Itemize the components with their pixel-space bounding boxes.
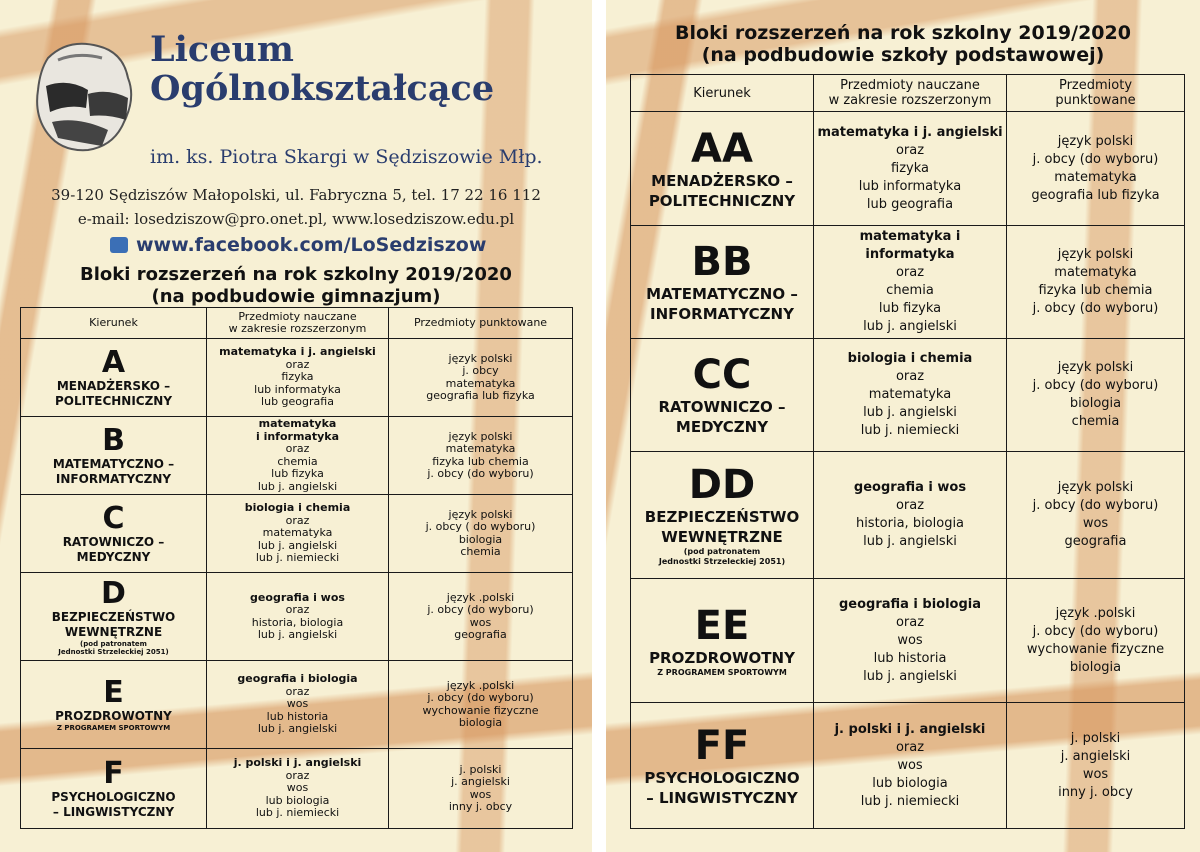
header-przedmioty-nauczane [814, 75, 1007, 112]
scored-subject-line: j. obcy (do wyboru) [427, 603, 534, 616]
table-row [21, 749, 573, 829]
profile-name-line1: MENADŻERSKO – [651, 171, 793, 190]
block-letter: A [101, 344, 126, 380]
subject-line: lub fizyka [878, 301, 942, 316]
scored-subject-line: j. obcy ( do wyboru) [425, 520, 536, 533]
header-kierunek: Kierunek [21, 308, 207, 339]
subject-line: geografia i biologia [237, 672, 358, 686]
scored-subject-line: j. polski [459, 762, 502, 776]
subject-line: lub j. angielski [863, 668, 957, 684]
profile-note-line1: Z PROGRAMEM SPORTOWYM [657, 667, 787, 677]
scored-subject-line: wos [469, 615, 492, 629]
scored-subject-line: j. angielski [1060, 748, 1131, 764]
table-header-row [21, 308, 573, 339]
subject-line: lub j. angielski [863, 319, 957, 334]
subject-line: lub j. niemiecki [255, 806, 340, 820]
subject-line: fizyka [281, 370, 314, 384]
scored-subjects-cell [389, 749, 573, 829]
scored-subject-line: wos [1082, 766, 1109, 782]
profile-name-line2: MEDYCZNY [76, 549, 151, 564]
subject-line: wos [897, 632, 923, 648]
scored-subject-line: matematyka [1054, 265, 1137, 280]
subject-line: oraz [285, 442, 310, 455]
subject-line: lub geografia [866, 196, 954, 212]
profile-name-line1: PROZDROWOTNY [55, 709, 172, 723]
scored-subject-line: wos [469, 787, 492, 801]
left-title-line2: (na podbudowie gimnazjum) [151, 286, 441, 307]
header-przedmioty-line2: w zakresie rozszerzonym [228, 322, 367, 335]
subject-line: lub biologia [872, 775, 948, 791]
scored-subject-line: j. obcy (do wyboru) [1032, 301, 1159, 316]
school-address: 39-120 Sędziszów Małopolski, ul. Fabryczna 5, tel. 17 22 16 112 [51, 186, 541, 204]
scored-subjects-cell [389, 417, 573, 495]
kierunek-cell [631, 339, 814, 452]
subject-line: geografia i biologia [838, 596, 982, 612]
scored-subject-line: wychowanie fizyczne [1026, 641, 1165, 657]
profile-name-line2: MEDYCZNY [675, 418, 769, 436]
scored-subject-line: j. polski [1070, 730, 1121, 746]
school-logo [28, 38, 140, 158]
kierunek-cell [21, 573, 207, 661]
subject-line: oraz [285, 513, 310, 527]
profile-name-line1: RATOWNICZO – [62, 534, 165, 549]
block-letter: E [103, 675, 124, 710]
subject-line: lub j. angielski [257, 722, 338, 736]
profile-name-line1: PSYCHOLOGICZNO [644, 768, 800, 787]
extended-subjects-cell [814, 112, 1007, 226]
block-letter: EE [694, 602, 750, 649]
scored-subject-line: chemia [460, 545, 501, 558]
extended-subjects-cell [814, 703, 1007, 829]
table-row [631, 226, 1185, 339]
page-divider [592, 0, 606, 852]
table-row [21, 495, 573, 573]
table-row [21, 339, 573, 417]
scored-subject-line: wychowanie fizyczne [422, 703, 539, 717]
profile-note-line1: (pod patronatem [80, 639, 147, 648]
table-row [631, 703, 1185, 829]
kierunek-cell [631, 112, 814, 226]
header-przedmioty-line2: w zakresie rozszerzonym [828, 93, 992, 108]
profile-note-line2: Jednostki Strzeleckiej 2051) [58, 647, 169, 656]
extended-subjects-cell [814, 339, 1007, 452]
scored-subject-line: j. obcy [462, 364, 499, 377]
scored-subjects-cell [389, 661, 573, 749]
left-title-line1: Bloki rozszerzeń na rok szkolny 2019/2020 [80, 264, 512, 285]
scored-subject-line: język polski [448, 507, 513, 521]
left-title [0, 264, 592, 308]
profile-name-line2: WEWNĘTRZNE [661, 528, 783, 546]
subject-line: matematyka i j. angielski [219, 345, 376, 359]
kierunek-cell [21, 495, 207, 573]
scored-subject-line: język polski [1057, 360, 1134, 375]
kierunek-cell [21, 339, 207, 417]
subject-line: matematyka [258, 417, 337, 430]
school-name-line2: Ogólnokształcące [150, 68, 495, 109]
table-row [21, 417, 573, 495]
subject-line: matematyka [868, 387, 952, 402]
subject-line: lub j. niemiecki [255, 551, 340, 565]
profile-note-line1: Z PROGRAMEM SPORTOWYM [56, 724, 171, 732]
profile-name-line1: PROZDROWOTNY [649, 648, 795, 667]
block-letter: FF [694, 722, 750, 769]
scored-subject-line: j. obcy (do wyboru) [427, 691, 534, 704]
profile-name-line2: – LINGWISTYCZNY [52, 804, 175, 819]
subject-line: oraz [895, 498, 925, 513]
header-przedmioty-punktowane [1007, 75, 1185, 112]
left-blocks-table [20, 307, 573, 829]
profile-name-line2: POLITECHNICZNY [648, 191, 796, 210]
header-punktowane-line2: punktowane [1055, 93, 1136, 108]
scored-subject-line: j. obcy (do wyboru) [1032, 378, 1159, 393]
block-letter: F [103, 755, 124, 791]
subject-line: matematyka [262, 526, 333, 540]
block-letter: AA [691, 125, 753, 172]
school-contact: e-mail: losedziszow@pro.onet.pl, www.losedziszow.edu.pl [77, 210, 515, 228]
subject-line: oraz [285, 603, 310, 616]
extended-subjects-cell [207, 495, 389, 573]
subject-line: wos [286, 697, 309, 711]
subject-line: lub historia [873, 650, 947, 666]
right-title-line2: (na podbudowie szkoły podstawowej) [701, 44, 1105, 66]
table-row [21, 661, 573, 749]
block-letter: BB [691, 239, 753, 285]
scored-subject-line: język polski [448, 351, 513, 365]
scored-subject-line: język polski [1057, 247, 1134, 262]
extended-subjects-cell [207, 417, 389, 495]
subject-line: lub biologia [265, 793, 330, 807]
facebook-icon [110, 237, 128, 253]
scored-subject-line: biologia [1069, 659, 1122, 675]
kierunek-cell [631, 703, 814, 829]
subject-line: chemia [277, 454, 318, 468]
scored-subjects-cell [389, 495, 573, 573]
scored-subjects-cell [1007, 226, 1185, 339]
profile-name-line2: POLITECHNICZNY [54, 393, 173, 408]
table-header-row [631, 75, 1185, 112]
subject-line: lub j. niemiecki [860, 423, 960, 438]
right-title [606, 22, 1200, 66]
header-przedmioty-nauczane [207, 308, 389, 339]
extended-subjects-cell [207, 661, 389, 749]
school-patron: im. ks. Piotra Skargi w Sędziszowie Młp. [150, 146, 543, 168]
scored-subject-line: inny j. obcy [1058, 784, 1133, 800]
scored-subject-line: język polski [1057, 133, 1134, 149]
extended-subjects-cell [814, 452, 1007, 579]
subject-line: historia, biologia [855, 516, 965, 531]
scored-subject-line: wos [1082, 516, 1109, 531]
scored-subjects-cell [1007, 452, 1185, 579]
profile-name-line1: MENADŻERSKO – [56, 378, 171, 393]
scored-subject-line: matematyka [445, 442, 516, 455]
subject-line: lub j. angielski [863, 534, 957, 549]
table-row [21, 573, 573, 661]
subject-line: oraz [285, 357, 310, 371]
extended-subjects-cell [814, 579, 1007, 703]
scored-subjects-cell [389, 339, 573, 417]
scored-subject-line: język polski [1057, 480, 1134, 495]
subject-line: wos [286, 781, 309, 795]
subject-line: wos [897, 757, 923, 773]
subject-line: chemia [886, 283, 934, 298]
table-row [631, 112, 1185, 226]
profile-name-line2: INFORMATYCZNY [55, 471, 172, 486]
subject-line: lub informatyka [858, 178, 962, 194]
subject-line: matematyka i informatyka [859, 229, 961, 262]
scored-subject-line: j. obcy (do wyboru) [1032, 623, 1159, 639]
scored-subject-line: geografia [1064, 534, 1127, 549]
subject-line: matematyka i j. angielski [817, 124, 1003, 140]
school-name [150, 30, 494, 108]
scored-subject-line: j. obcy (do wyboru) [427, 467, 534, 480]
extended-subjects-cell [207, 573, 389, 661]
profile-name-line2: – LINGWISTYCZNY [646, 788, 798, 807]
profile-name-line1: BEZPIECZEŃSTWO [51, 609, 176, 624]
block-letter: CC [692, 352, 752, 398]
scored-subject-line: fizyka lub chemia [1038, 283, 1153, 298]
kierunek-cell [631, 579, 814, 703]
facebook-url: www.facebook.com/LoSedziszow [136, 234, 487, 256]
subject-line: lub j. angielski [863, 405, 957, 420]
scored-subject-line: biologia [1069, 396, 1122, 411]
subject-line: geografia i wos [853, 480, 967, 495]
scored-subject-line: matematyka [1054, 169, 1137, 185]
profile-name-line2: WEWNĘTRZNE [64, 624, 163, 639]
subject-line: lub j. angielski [257, 479, 338, 493]
scored-subject-line: język .polski [446, 590, 515, 604]
school-name-line1: Liceum [150, 29, 294, 70]
scored-subject-line: chemia [1071, 414, 1120, 429]
subject-line: oraz [895, 614, 925, 630]
right-title-line1: Bloki rozszerzeń na rok szkolny 2019/2020 [675, 22, 1131, 44]
extended-subjects-cell [207, 339, 389, 417]
scored-subject-line: inny j. obcy [448, 800, 513, 813]
subject-line: lub j. angielski [257, 538, 338, 552]
scored-subject-line: geografia [454, 628, 507, 641]
scored-subject-line: język polski [448, 429, 513, 443]
scored-subjects-cell [1007, 339, 1185, 452]
header-kierunek: Kierunek [631, 75, 814, 112]
right-blocks-table [630, 74, 1185, 829]
scored-subject-line: język .polski [1055, 605, 1136, 621]
subject-line: biologia i chemia [847, 351, 973, 366]
profile-name-line1: MATEMATYCZNO – [52, 456, 175, 471]
kierunek-cell [21, 749, 207, 829]
subject-line: geografia i wos [250, 590, 345, 604]
block-letter: B [102, 422, 125, 458]
scored-subjects-cell [389, 573, 573, 661]
subject-line: lub fizyka [271, 467, 324, 480]
scored-subject-line: geografia lub fizyka [1031, 187, 1160, 203]
profile-name-line1: PSYCHOLOGICZNO [51, 789, 176, 804]
profile-name-line2: INFORMATYCZNY [650, 305, 794, 323]
block-letter: C [102, 500, 125, 536]
subject-line: lub informatyka [254, 382, 341, 396]
kierunek-cell [21, 417, 207, 495]
table-row [631, 339, 1185, 452]
profile-note-line2: Jednostki Strzeleckiej 2051) [658, 557, 786, 566]
subject-line: historia, biologia [251, 615, 344, 629]
extended-subjects-cell [814, 226, 1007, 339]
extended-subjects-cell [207, 749, 389, 829]
subject-line: lub geografia [261, 395, 334, 409]
block-letter: D [101, 575, 126, 611]
subject-line: j. polski i j. angielski [233, 756, 362, 770]
table-row [631, 579, 1185, 703]
scored-subject-line: biologia [458, 716, 503, 729]
header-przedmioty-line1: Przedmioty nauczane [840, 78, 980, 93]
subject-line: oraz [895, 739, 925, 755]
subject-line: lub j. angielski [257, 628, 338, 641]
subject-line: lub j. niemiecki [860, 793, 960, 809]
profile-note-line1: (pod patronatem [683, 547, 761, 556]
subject-line: biologia i chemia [244, 501, 351, 515]
scored-subject-line: j. angielski [451, 775, 510, 788]
scored-subject-line: biologia [458, 532, 503, 546]
subject-line: oraz [285, 684, 310, 698]
subject-line: lub historia [266, 709, 329, 723]
kierunek-cell [631, 452, 814, 579]
scored-subject-line: geografia lub fizyka [426, 389, 535, 402]
kierunek-cell [21, 661, 207, 749]
scored-subjects-cell [1007, 112, 1185, 226]
scored-subject-line: język .polski [446, 678, 515, 692]
scored-subject-line: fizyka lub chemia [432, 454, 529, 468]
subject-line: oraz [895, 142, 925, 158]
profile-name-line1: RATOWNICZO – [658, 398, 786, 416]
scored-subject-line: j. obcy (do wyboru) [1032, 498, 1159, 513]
scored-subjects-cell [1007, 703, 1185, 829]
profile-name-line1: BEZPIECZEŃSTWO [644, 508, 800, 526]
scored-subject-line: j. obcy (do wyboru) [1032, 151, 1159, 167]
header-punktowane-line1: Przedmioty [1058, 78, 1133, 93]
header-przedmioty-line1: Przedmioty nauczane [238, 310, 357, 323]
block-letter: DD [688, 462, 756, 508]
subject-line: i informatyka [255, 429, 340, 443]
subject-line: j. polski i j. angielski [834, 721, 986, 737]
kierunek-cell [631, 226, 814, 339]
facebook-link[interactable] [110, 234, 486, 256]
header-przedmioty-punktowane: Przedmioty punktowane [389, 308, 573, 339]
subject-line: oraz [895, 369, 925, 384]
subject-line: fizyka [891, 160, 929, 176]
scored-subject-line: matematyka [445, 376, 516, 390]
profile-name-line1: MATEMATYCZNO – [646, 285, 798, 303]
table-row [631, 452, 1185, 579]
scored-subjects-cell [1007, 579, 1185, 703]
subject-line: oraz [285, 768, 310, 782]
subject-line: oraz [895, 265, 925, 280]
